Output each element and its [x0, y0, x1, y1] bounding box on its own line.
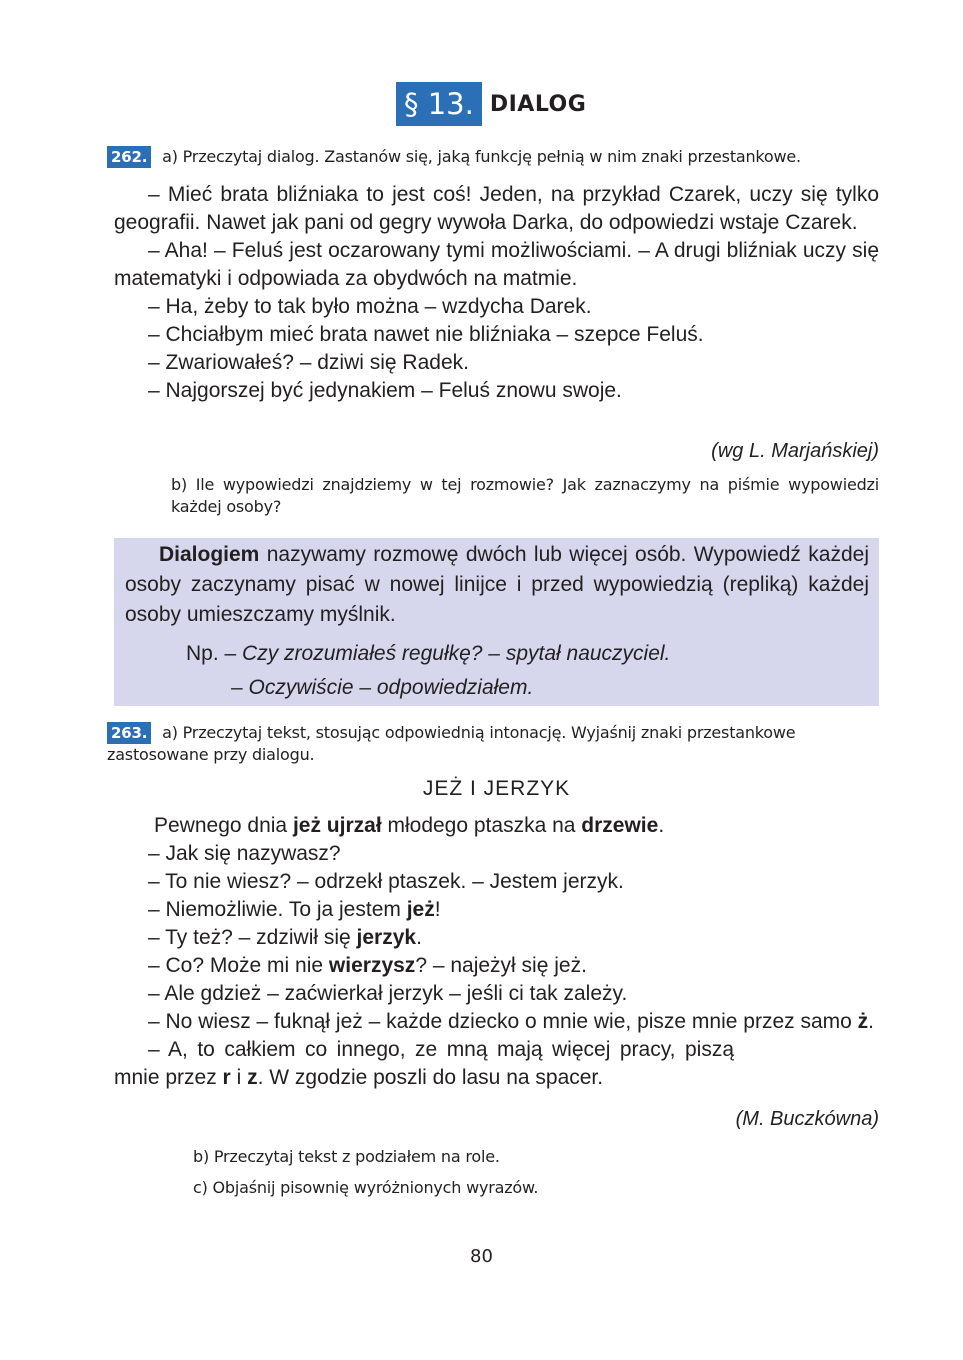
story-line-9 — [114, 1036, 734, 1092]
highlighted-word: jeż — [406, 898, 435, 921]
highlighted-word: wierzysz — [328, 954, 416, 977]
rule-text — [114, 538, 879, 630]
dialog-line-5: – Zwariowałeś? – dziwi się Radek. — [148, 351, 469, 374]
text: . — [868, 1010, 874, 1033]
source-262: (wg L. Marjańskiej) — [711, 440, 879, 462]
highlighted-word: z — [247, 1066, 258, 1089]
exercise-number-263: 263. — [107, 722, 151, 744]
text: . — [416, 926, 422, 949]
text: . — [658, 814, 665, 837]
story-line-7: – Ale gdzież – zaćwierkał jerzyk – jeśli ci tak zależy. — [148, 982, 628, 1005]
dialog-paragraph-1: – Mieć brata bliźniaka to jest coś! Jeden, na przykład Czarek, uczy się tylko geografii. Nawet jak pani od gegry wywoła Darka, do odpowiedzi wstaje Czarek. — [114, 183, 879, 234]
dialog-line-4: – Chciałbym mieć brata nawet nie bliźniaka – szepce Feluś. — [148, 323, 704, 346]
text: . W zgodzie poszli do lasu na spacer. — [257, 1066, 604, 1089]
story-title: JEŻ I JERZYK — [422, 777, 571, 800]
section-heading — [396, 82, 586, 126]
highlighted-word: drzewie — [581, 814, 659, 837]
text: – Ty też? – zdziwił się — [148, 926, 357, 949]
text: ! — [434, 898, 441, 921]
rule-term: Dialogiem — [159, 543, 260, 566]
highlighted-word: jerzyk — [356, 926, 417, 949]
text: młodego ptaszka na — [381, 814, 582, 837]
story-text — [114, 812, 879, 1092]
text: – A, to całkiem co innego, ze mną mają więcej pracy, piszą mnie przez — [114, 1038, 734, 1089]
dialog-line-6: – Najgorszej być jedynakiem – Feluś znowu swoje. — [148, 379, 622, 402]
story-line-3: – To nie wiesz? – odrzekł ptaszek. – Jestem jerzyk. — [148, 870, 624, 893]
text: i — [230, 1066, 248, 1089]
source-263: (M. Buczkówna) — [735, 1108, 879, 1130]
example-prefix: Np. – — [186, 642, 237, 665]
exercise-263-instruction-a — [107, 722, 879, 766]
rule-definition: nazywamy rozmowę dwóch lub więcej osób. Wypowiedź każdej osoby zaczynamy pisać w nowej linijce i przed wypowiedzią (repliką) każdej osoby umieszczamy myślnik. — [125, 543, 869, 626]
rule-example-1 — [186, 637, 670, 671]
story-line-2: – Jak się nazywasz? — [148, 842, 341, 865]
section-number: § 13. — [396, 82, 482, 126]
story-line-8 — [114, 1008, 879, 1036]
story-line-6 — [114, 952, 879, 980]
dialog-line-3: – Ha, żeby to tak było można – wzdycha Darek. — [148, 295, 592, 318]
text: ? – najeżył się jeż. — [415, 954, 587, 977]
exercise-263-instruction-c: c) Objaśnij pisownię wyróżnionych wyrazów. — [193, 1178, 539, 1197]
highlighted-word: r — [222, 1066, 231, 1089]
text: Pewnego dnia — [154, 814, 293, 837]
instruction-a-text: a) Przeczytaj dialog. Zastanów się, jaką funkcję pełnią w nim znaki przestankowe. — [162, 147, 801, 166]
exercise-262-instruction-b: b) Ile wypowiedzi znajdziemy w tej rozmowie? Jak zaznaczymy na piśmie wypowiedzi każdej osoby? — [171, 475, 879, 516]
instruction-a-text: a) Przeczytaj tekst, stosując odpowiednią intonację. Wyjaśnij znaki przestankowe zastosowane przy dialogu. — [107, 723, 796, 764]
text: – No wiesz – fuknął jeż – każde dziecko o mnie wie, pisze mnie przez samo — [148, 1010, 858, 1033]
dialog-262 — [114, 181, 879, 405]
dialog-paragraph-2: – Aha! – Feluś jest oczarowany tymi możliwościami. – A drugi bliźniak uczy się matematyki i odpowiada za obydwóch na matmie. — [114, 239, 879, 290]
example-2-text: – Oczywiście – odpowiedziałem. — [231, 676, 534, 699]
story-line-1 — [114, 812, 879, 840]
page-number: 80 — [470, 1246, 493, 1267]
story-line-5 — [114, 924, 879, 952]
exercise-262-instruction-a — [107, 146, 897, 168]
exercise-263-instruction-b: b) Przeczytaj tekst z podziałem na role. — [193, 1147, 500, 1166]
highlighted-word: ż — [857, 1010, 869, 1033]
highlighted-word: jeż ujrzał — [292, 814, 382, 837]
text: – Co? Może mi nie — [148, 954, 329, 977]
rule-example-2 — [231, 671, 533, 705]
exercise-number-262: 262. — [107, 146, 151, 168]
section-title: DIALOG — [489, 91, 587, 117]
story-line-4 — [114, 896, 879, 924]
text: – Niemożliwie. To ja jestem — [148, 898, 407, 921]
example-1-text: Czy zrozumiałeś regułkę? – spytał nauczyciel. — [242, 642, 671, 665]
rule-box — [114, 538, 879, 706]
